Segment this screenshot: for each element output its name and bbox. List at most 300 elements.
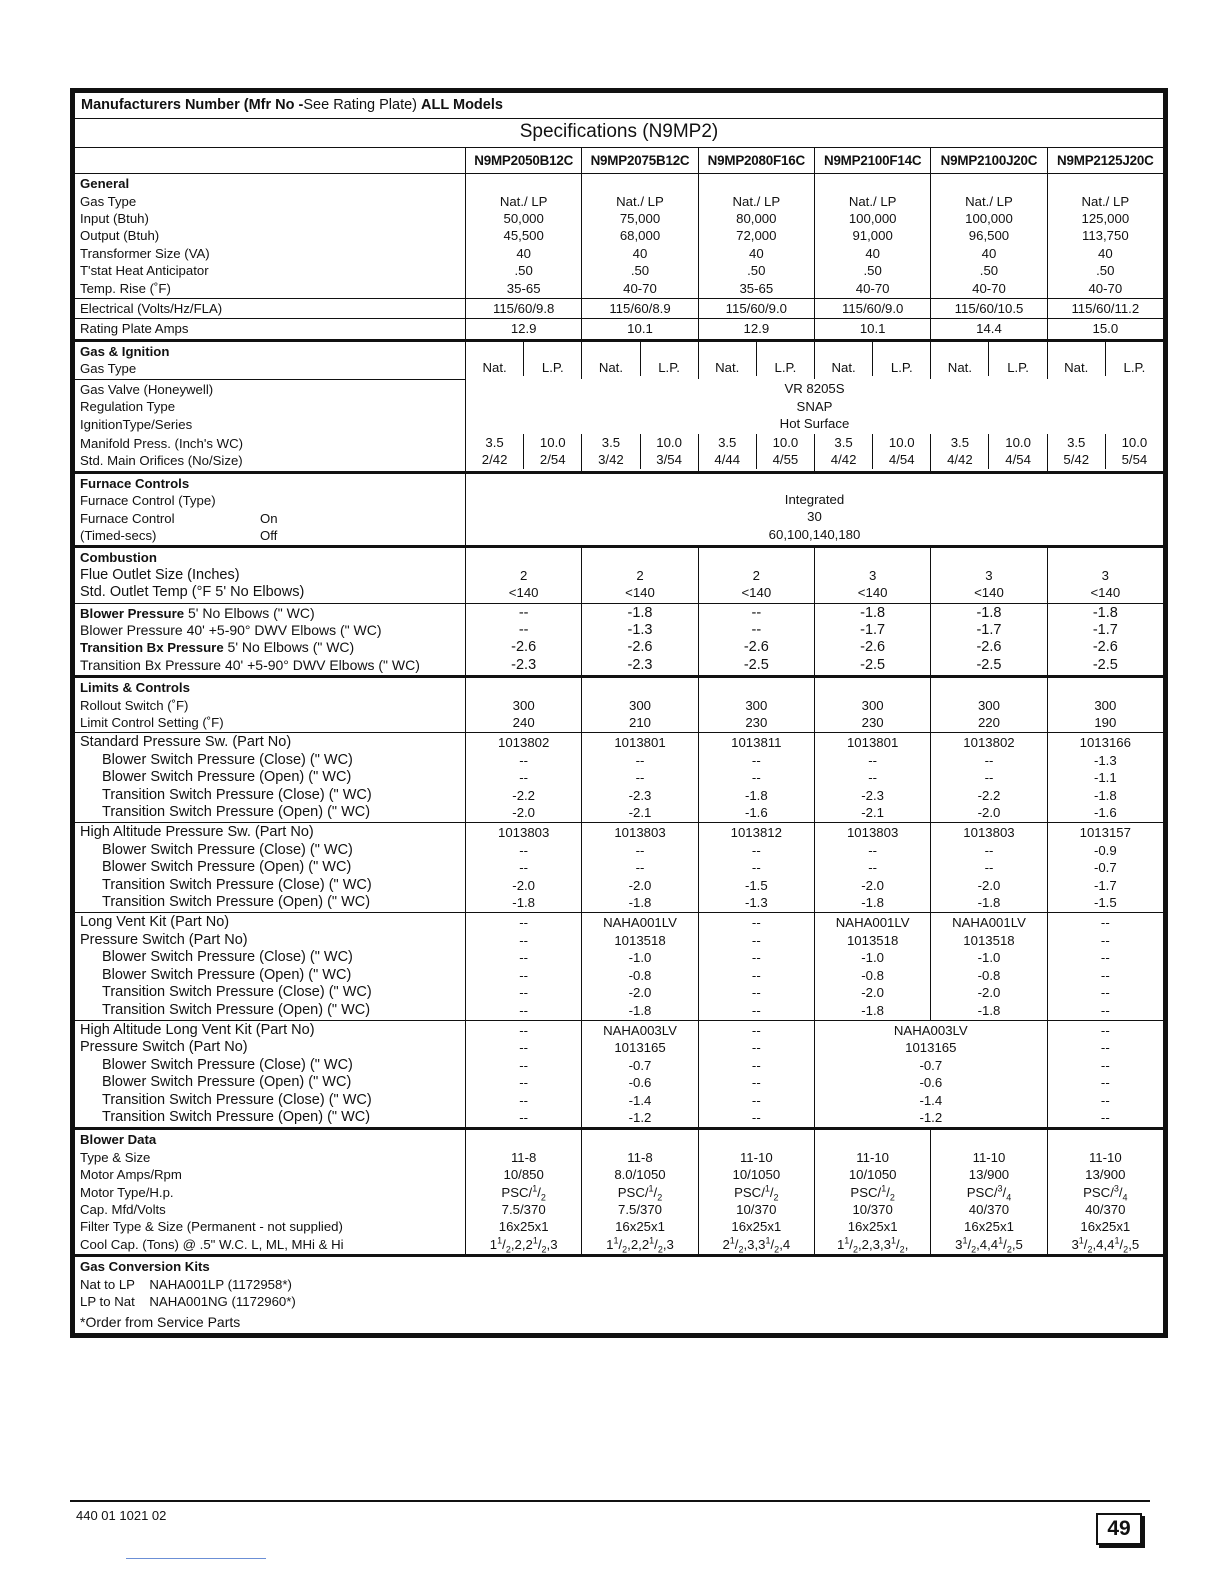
high-alt-sw-col-6	[1047, 823, 1163, 913]
cap-mfd-volts: 40/370	[968, 1201, 1010, 1217]
rating-plate-col-1	[466, 319, 582, 340]
high-alt-long-vent-value: --	[751, 1109, 761, 1125]
document-code: 440 01 1021 02	[76, 1508, 167, 1523]
orifice-value: 4/54	[888, 452, 915, 468]
std-pressure-sw-value: -2.3	[861, 787, 885, 803]
limits-value: 210	[628, 715, 651, 730]
high-alt-sw-value: 1013157	[1079, 825, 1131, 841]
high-alt-long-vent-value: --	[1100, 1075, 1110, 1091]
long-vent-value: --	[751, 950, 761, 966]
high-alt-sw-label: Blower Switch Pressure (Close) (" WC)	[102, 841, 353, 858]
electrical-col-2	[582, 299, 698, 319]
general-value: 40-70	[1088, 280, 1123, 296]
general-value: Nat./ LP	[848, 193, 897, 209]
long-vent-value: -1.8	[861, 1002, 885, 1018]
model-header: N9MP2075B12C	[582, 147, 698, 173]
limits-col-3	[698, 677, 814, 733]
long-vent-value: -1.0	[628, 950, 652, 966]
std-pressure-sw-value: --	[751, 770, 761, 786]
long-vent-value: -1.8	[977, 1002, 1001, 1018]
motor-type-hp: PSC/$^1/_2$	[501, 1183, 546, 1203]
long-vent-value: NAHA001LV	[603, 915, 677, 931]
pressure-col-2	[582, 603, 698, 677]
pressure-labels	[75, 603, 466, 677]
valve-label: Gas Valve (Honeywell)	[80, 381, 214, 397]
general-label: Output (Btuh)	[80, 228, 160, 244]
limits-col-1	[466, 677, 582, 733]
pressure-value: --	[751, 604, 762, 621]
high-alt-long-vent-value: --	[519, 1075, 529, 1091]
long-vent-labels	[75, 913, 466, 1020]
manifold-col-4	[814, 434, 930, 472]
limits-value: 220	[977, 715, 1000, 730]
long-vent-col-3	[698, 913, 814, 1020]
blower-data-col-5	[931, 1129, 1047, 1256]
general-value: 50,000	[503, 211, 544, 227]
manifold-col-2	[582, 434, 698, 472]
std-pressure-sw-value: -1.6	[1093, 805, 1117, 821]
blower-data-labels	[75, 1129, 466, 1256]
electrical-label: Electrical (Volts/Hz/FLA)	[75, 299, 466, 319]
high-alt-long-vent-value: 1013165	[905, 1040, 957, 1056]
manifold-pressure-value: 10.0	[539, 434, 566, 450]
combustion-col-6	[1047, 547, 1163, 603]
pressure-value: --	[518, 621, 529, 638]
pressure-col-5	[931, 603, 1047, 677]
high-alt-long-vent-value: --	[519, 1057, 529, 1073]
general-value: 45,500	[503, 228, 544, 244]
pressure-value: -2.5	[860, 656, 886, 673]
manifold-pressure-value: 3.5	[601, 434, 621, 450]
model-header: N9MP2100F14C	[814, 147, 930, 173]
limits-value: 240	[512, 715, 535, 730]
long-vent-value: -2.0	[977, 985, 1001, 1001]
high-alt-sw-value: --	[984, 842, 994, 858]
long-vent-col-4	[814, 913, 930, 1020]
high-alt-sw-value: -2.0	[861, 877, 885, 893]
std-pressure-sw-value: --	[984, 770, 994, 786]
long-vent-value: --	[519, 967, 529, 983]
high-alt-sw-value: -1.7	[1093, 877, 1117, 893]
high-alt-long-vent-col6	[1047, 1020, 1163, 1128]
high-alt-sw-value: -2.0	[977, 877, 1001, 893]
high-alt-sw-value: -2.0	[628, 877, 652, 893]
blower-data-label: Motor Type/H.p.	[80, 1184, 174, 1200]
pressure-col-6	[1047, 603, 1163, 677]
long-vent-value: NAHA001LV	[835, 915, 910, 931]
general-value: 40-70	[972, 280, 1006, 296]
furnace-controls-heading: Furnace Controls	[80, 475, 190, 491]
std-pressure-sw-value: -2.0	[512, 805, 536, 821]
std-pressure-sw-value: -1.3	[1093, 752, 1117, 768]
rating-plate-col-5	[931, 319, 1047, 340]
std-pressure-sw-label: Standard Pressure Sw. (Part No)	[80, 734, 292, 751]
high-alt-sw-value: -1.8	[977, 895, 1001, 911]
furnace-control-off-value: 60,100,140,180	[768, 526, 861, 542]
model-header: N9MP2100J20C	[931, 147, 1047, 173]
high-alt-sw-value: --	[519, 842, 529, 858]
long-vent-value: --	[1100, 985, 1110, 1001]
cool-capacity: $1^1/_2,2,2^1/_2,3$	[606, 1235, 674, 1255]
timed-secs-label: (Timed-secs)	[80, 527, 157, 543]
manifold-pressure-value: 3.5	[950, 434, 970, 450]
lp-to-nat-kit: LP to Nat NAHA001NG (1172960*)	[80, 1294, 296, 1309]
valve-values	[466, 379, 1164, 434]
general-col-3	[698, 174, 814, 299]
general-value: .50	[1096, 263, 1115, 279]
high-alt-sw-value: --	[868, 860, 878, 876]
rating-plate-value: 14.4	[976, 321, 1002, 337]
combustion-heading: Combustion	[80, 550, 157, 566]
furnace-controls-labels	[75, 472, 466, 547]
std-pressure-sw-value: --	[519, 752, 529, 768]
high-alt-sw-value: -1.8	[628, 895, 652, 911]
general-value: Nat./ LP	[616, 193, 664, 209]
long-vent-value: --	[519, 915, 529, 931]
long-vent-value: 1013518	[846, 932, 899, 948]
long-vent-value: -1.8	[628, 1002, 652, 1018]
electrical-col-3	[698, 299, 814, 319]
nat-header: Nat.	[1064, 359, 1089, 375]
electrical-value: 115/60/9.0	[841, 301, 904, 317]
std-pressure-sw-value: --	[868, 752, 878, 768]
lp-header: L.P.	[890, 359, 913, 375]
std-pressure-sw-value: 1013802	[963, 735, 1015, 751]
general-value: .50	[979, 263, 999, 279]
high-alt-sw-value: --	[868, 842, 878, 858]
pressure-value: -2.3	[627, 656, 653, 673]
footer-rule	[70, 1500, 1150, 1502]
long-vent-value: --	[1100, 950, 1110, 966]
std-pressure-sw-col-3	[698, 733, 814, 823]
motor-amps-rpm: 10/1050	[848, 1167, 897, 1183]
pressure-value: -2.6	[1092, 639, 1118, 656]
combustion-col-2	[582, 547, 698, 603]
rating-plate-value: 15.0	[1092, 321, 1119, 337]
high-altitude-switch-labels	[75, 823, 466, 913]
general-label: Input (Btuh)	[80, 211, 149, 227]
general-col-4	[814, 174, 930, 299]
general-label: Temp. Rise (˚F)	[80, 280, 171, 296]
ignition-label: IgnitionType/Series	[80, 416, 193, 432]
general-col-6	[1047, 174, 1163, 299]
motor-type-hp: PSC/$^3/_4$	[1083, 1183, 1128, 1203]
blower-data-label: Filter Type & Size (Permanent - not supplied)	[80, 1219, 343, 1235]
combustion-value: 3	[868, 567, 877, 583]
high-alt-long-vent-value: -0.6	[919, 1075, 943, 1091]
pressure-value: -2.5	[1092, 656, 1118, 673]
cool-capacity: $1^1/_2,2,3,3^1/_2$,	[836, 1235, 909, 1255]
blower-type-size: 11-10	[1088, 1149, 1122, 1165]
decorative-line	[126, 1558, 266, 1559]
std-pressure-sw-label: Blower Switch Pressure (Close) (" WC)	[102, 751, 353, 768]
blower-data-col-6	[1047, 1129, 1163, 1256]
lp-header: L.P.	[774, 359, 797, 375]
rating-plate-col-6	[1047, 319, 1163, 340]
manifold-col-3	[698, 434, 814, 472]
limits-col-6	[1047, 677, 1163, 733]
high-alt-long-vent-value: --	[751, 1057, 761, 1073]
high-alt-sw-value: 1013803	[963, 825, 1015, 841]
electrical-value: 115/60/9.8	[492, 301, 555, 317]
high-alt-long-vent-label: Blower Switch Pressure (Close) (" WC)	[102, 1056, 353, 1073]
manifold-pressure-value: 3.5	[834, 434, 853, 450]
high-alt-long-vent-value: NAHA003LV	[893, 1022, 968, 1038]
spec-table	[74, 92, 1164, 1334]
general-value: 68,000	[619, 228, 661, 244]
long-vent-label: Long Vent Kit (Part No)	[80, 914, 230, 931]
general-value: Nat./ LP	[965, 193, 1013, 209]
general-value: 100,000	[965, 211, 1013, 227]
nat-header: Nat.	[947, 359, 972, 375]
high-alt-sw-value: -1.3	[744, 895, 768, 911]
long-vent-col-5	[931, 913, 1047, 1020]
manufacturer-label: Manufacturers Number (Mfr No -	[81, 97, 304, 113]
pressure-col-1	[466, 603, 582, 677]
limits-col-5	[931, 677, 1047, 733]
electrical-col-1	[466, 299, 582, 319]
pressure-label: Transition Bx Pressure 5' No Elbows (" WC)	[80, 639, 355, 656]
general-value: 40	[865, 245, 880, 261]
filter-size: 16x25x1	[847, 1219, 898, 1235]
rating-plate-col-2	[582, 319, 698, 340]
service-parts-note: *Order from Service Parts	[80, 1314, 241, 1331]
manifold-pressure-value: 10.0	[656, 434, 682, 450]
long-vent-value: --	[519, 1002, 529, 1018]
combustion-value: <140	[1090, 585, 1121, 601]
combustion-value: <140	[625, 585, 655, 601]
std-pressure-sw-label: Transition Switch Pressure (Close) (" WC)	[102, 786, 372, 803]
nat-to-lp-kit: Nat to LP NAHA001LP (1172958*)	[80, 1276, 292, 1292]
high-alt-sw-col-1	[466, 823, 582, 913]
limits-value: 300	[1094, 697, 1117, 713]
general-value: 72,000	[736, 228, 777, 244]
general-value: 35-65	[506, 280, 541, 296]
manifold-pressure-value: 10.0	[888, 434, 915, 450]
high-alt-sw-value: -1.8	[512, 895, 536, 911]
long-vent-value: --	[751, 1002, 761, 1018]
blower-type-size: 11-10	[856, 1149, 890, 1165]
nat-header: Nat.	[598, 359, 623, 375]
combustion-col-5	[931, 547, 1047, 603]
long-vent-value: --	[519, 932, 529, 948]
motor-type-hp: PSC/$^1/_2$	[850, 1183, 895, 1203]
std-pressure-sw-value: -2.3	[628, 787, 652, 803]
blower-data-label: Type & Size	[80, 1149, 151, 1165]
high-alt-long-vent-value: -1.2	[628, 1109, 652, 1125]
blower-type-size: 11-8	[510, 1149, 537, 1165]
combustion-label: Std. Outlet Temp (°F 5' No Elbows)	[80, 584, 305, 601]
long-vent-col-6	[1047, 913, 1163, 1020]
high-alt-sw-col-3	[698, 823, 814, 913]
long-vent-value: --	[751, 932, 761, 948]
std-pressure-sw-label: Transition Switch Pressure (Open) (" WC)	[102, 804, 371, 821]
long-vent-value: --	[1100, 915, 1110, 931]
gas-type-col-4	[814, 340, 930, 379]
pressure-value: -1.8	[860, 604, 886, 621]
high-alt-sw-value: 1013803	[497, 825, 550, 841]
cool-capacity: $3^1/_2,4,4^1/_2,5$	[1071, 1235, 1140, 1255]
long-vent-value: --	[519, 950, 529, 966]
cap-mfd-volts: 7.5/370	[501, 1201, 546, 1217]
std-pressure-sw-value: -2.0	[977, 805, 1001, 821]
high-alt-sw-value: -0.7	[1093, 860, 1117, 876]
combustion-value: <140	[974, 585, 1004, 601]
std-pressure-sw-value: -1.6	[744, 805, 768, 821]
long-vent-col-1	[466, 913, 582, 1020]
general-value: 40	[632, 245, 648, 261]
pressure-value: -1.8	[1092, 604, 1118, 621]
high-alt-long-vent-value: --	[1100, 1092, 1110, 1108]
high-alt-long-vent-col1	[466, 1020, 582, 1128]
electrical-value: 115/60/11.2	[1071, 301, 1140, 317]
general-value: 80,000	[736, 211, 777, 227]
combustion-value: 2	[519, 567, 528, 583]
orifice-value: 3/42	[598, 452, 624, 468]
high-alt-sw-value: 1013812	[730, 825, 782, 841]
high-alt-long-vent-value: --	[751, 1040, 761, 1056]
std-pressure-sw-col-1	[466, 733, 582, 823]
long-vent-value: --	[751, 985, 761, 1001]
std-pressure-sw-value: -2.1	[861, 805, 885, 821]
gas-ignition-heading: Gas & Ignition	[80, 343, 170, 359]
long-vent-value: --	[1100, 932, 1110, 948]
std-pressure-sw-value: -2.2	[512, 787, 536, 803]
high-altitude-long-vent-labels	[75, 1020, 466, 1128]
long-vent-label: Blower Switch Pressure (Open) (" WC)	[102, 966, 352, 983]
general-value: 40	[516, 245, 531, 261]
high-alt-long-vent-col45	[814, 1020, 1047, 1128]
std-pressure-sw-value: --	[751, 752, 761, 768]
high-alt-long-vent-value: --	[751, 1075, 761, 1091]
regulation-value: SNAP	[796, 398, 833, 414]
blower-data-col-1	[466, 1129, 582, 1256]
long-vent-value: -1.0	[861, 950, 885, 966]
general-value: 75,000	[619, 211, 661, 227]
general-value: 40-70	[855, 280, 890, 296]
gas-conversion-heading: Gas Conversion Kits	[80, 1259, 210, 1275]
pressure-value: -1.8	[627, 604, 653, 621]
lp-header: L.P.	[541, 359, 564, 375]
furnace-controls-values	[466, 472, 1164, 547]
combustion-value: 3	[1101, 567, 1109, 583]
orifice-value: 5/42	[1063, 452, 1090, 468]
motor-amps-rpm: 13/900	[1085, 1167, 1126, 1183]
filter-size: 16x25x1	[731, 1219, 782, 1235]
high-alt-long-vent-value: NAHA003LV	[603, 1022, 677, 1038]
cool-capacity: $2^1/_2,3,3^1/_2,4$	[722, 1235, 791, 1255]
general-value: 113,750	[1081, 228, 1129, 244]
lp-header: L.P.	[1123, 359, 1146, 375]
electrical-col-5	[931, 299, 1047, 319]
std-pressure-sw-value: -2.1	[628, 805, 652, 821]
limits-value: 300	[512, 697, 535, 713]
limits-value: 300	[745, 697, 768, 713]
combustion-label: Flue Outlet Size (Inches)	[80, 566, 240, 583]
high-alt-sw-value: -0.9	[1093, 842, 1117, 858]
rating-plate-label: Rating Plate Amps	[75, 319, 466, 340]
pressure-value: -1.7	[976, 621, 1002, 638]
high-alt-long-vent-value: --	[1100, 1057, 1110, 1073]
orifice-value: 3/54	[656, 452, 682, 468]
blower-data-col-2	[582, 1129, 698, 1256]
page-number: 49	[1096, 1513, 1142, 1545]
general-value: .50	[514, 263, 533, 279]
high-alt-sw-value: 1013803	[614, 825, 666, 841]
ignition-value: Hot Surface	[779, 416, 850, 431]
motor-amps-rpm: 13/900	[968, 1167, 1010, 1183]
manifold-pressure-value: 10.0	[1121, 434, 1148, 450]
model-header: N9MP2080F16C	[698, 147, 814, 173]
motor-amps-rpm: 10/850	[503, 1167, 544, 1183]
electrical-col-6	[1047, 299, 1163, 319]
cap-mfd-volts: 10/370	[736, 1201, 777, 1217]
high-alt-long-vent-value: -0.6	[628, 1075, 652, 1091]
filter-size: 16x25x1	[964, 1219, 1014, 1235]
pressure-col-3	[698, 603, 814, 677]
motor-amps-rpm: 10/1050	[732, 1167, 781, 1183]
general-labels	[75, 174, 466, 299]
motor-type-hp: PSC/$^3/_4$	[966, 1183, 1012, 1203]
limits-value: 300	[861, 697, 884, 713]
long-vent-label: Transition Switch Pressure (Close) (" WC)	[102, 984, 372, 1001]
long-vent-label: Blower Switch Pressure (Close) (" WC)	[102, 949, 353, 966]
nat-header: Nat.	[715, 359, 740, 375]
manifold-pressure-value: 10.0	[772, 434, 799, 450]
high-alt-sw-label: Transition Switch Pressure (Open) (" WC)	[102, 894, 371, 911]
long-vent-value: 1013518	[963, 932, 1015, 948]
manifold-col-6	[1047, 434, 1163, 472]
blower-data-col-3	[698, 1129, 814, 1256]
high-alt-long-vent-value: --	[1100, 1040, 1110, 1056]
high-alt-long-vent-value: -1.2	[919, 1109, 943, 1125]
long-vent-value: --	[751, 967, 761, 983]
high-alt-long-vent-label: Blower Switch Pressure (Open) (" WC)	[102, 1074, 352, 1091]
cap-mfd-volts: 10/370	[852, 1201, 893, 1217]
general-label: Transformer Size (VA)	[80, 245, 210, 261]
orifice-value: 2/54	[539, 452, 566, 468]
rating-plate-col-3	[698, 319, 814, 340]
long-vent-value: -0.8	[861, 967, 885, 983]
gas-type-col-3	[698, 340, 814, 379]
general-value: 40	[1097, 245, 1113, 261]
cool-capacity: $1^1/_2,2,2^1/_2,3$	[489, 1235, 558, 1255]
high-alt-long-vent-label: Transition Switch Pressure (Open) (" WC)	[102, 1108, 371, 1125]
std-pressure-sw-value: --	[635, 770, 645, 786]
long-vent-label: Pressure Switch (Part No)	[80, 931, 248, 948]
high-alt-sw-value: --	[751, 860, 761, 876]
high-alt-long-vent-value: -0.7	[628, 1057, 652, 1073]
std-pressure-sw-value: 1013811	[731, 735, 782, 751]
manifold-label: Manifold Press. (Inch's WC)	[80, 435, 244, 451]
high-alt-sw-col-5	[931, 823, 1047, 913]
furnace-control-on-value: 30	[807, 509, 822, 525]
gas-type-col-1	[466, 340, 582, 379]
std-pressure-sw-value: 1013802	[497, 735, 550, 751]
pressure-value: -1.8	[976, 604, 1002, 621]
general-label: Gas Type	[80, 193, 137, 209]
model-header: N9MP2125J20C	[1047, 147, 1163, 173]
std-pressure-sw-col-6	[1047, 733, 1163, 823]
manufacturer-number-row	[75, 93, 1164, 119]
gas-type-col-2	[582, 340, 698, 379]
high-alt-sw-label: High Altitude Pressure Sw. (Part No)	[80, 824, 314, 841]
gas-type-col-5	[931, 340, 1047, 379]
combustion-col-4	[814, 547, 930, 603]
cool-capacity: $3^1/_2,4,4^1/_2,5$	[955, 1235, 1023, 1255]
pressure-label: Blower Pressure 40' +5-90° DWV Elbows (" WC)	[80, 621, 382, 638]
long-vent-value: -0.8	[628, 967, 652, 983]
